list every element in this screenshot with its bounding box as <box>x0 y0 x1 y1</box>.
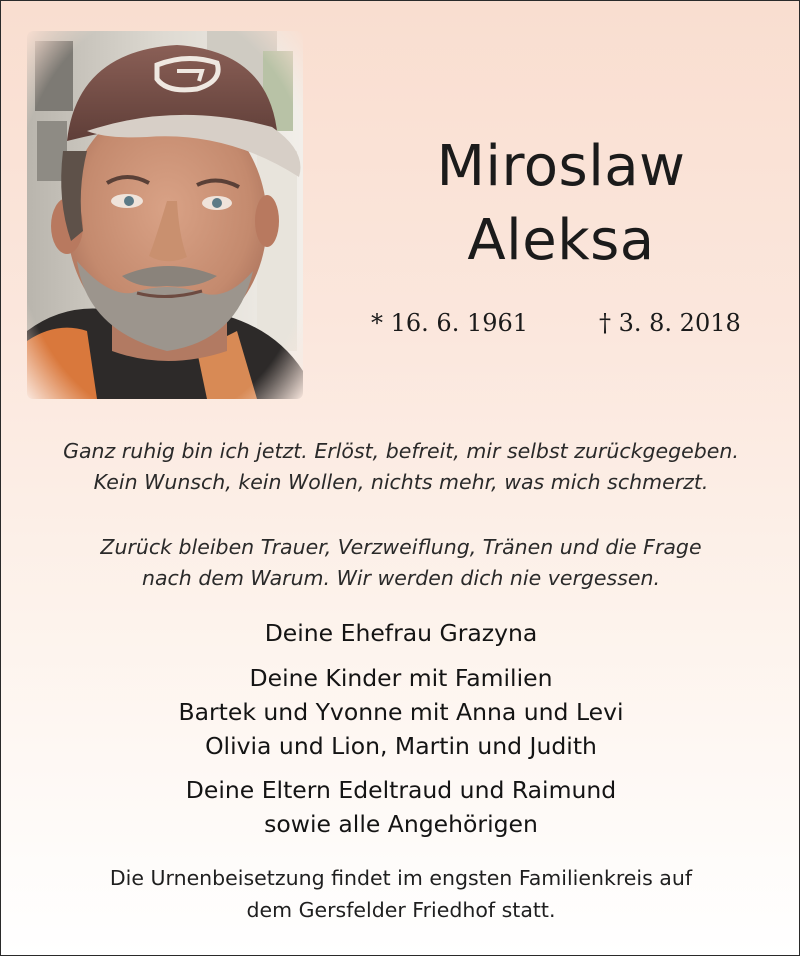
mourner-line: Olivia und Lion, Martin und Judith <box>205 732 597 760</box>
death-date: † 3. 8. 2018 <box>599 309 741 337</box>
mourner-spouse <box>1 616 800 650</box>
poem-line: Ganz ruhig bin ich jetzt. Erlöst, befreit, mir selbst zurückgegeben. <box>63 439 739 463</box>
mourner-line: Bartek und Yvonne mit Anna und Levi <box>178 698 624 726</box>
note-line: dem Gersfelder Friedhof statt. <box>246 898 556 922</box>
mourner-line: sowie alle Angehörigen <box>264 810 538 838</box>
first-name: Miroslaw <box>436 134 686 199</box>
poem-line: Zurück bleiben Trauer, Verzweiflung, Tränen und die Frage <box>100 535 702 559</box>
poem-line: Kein Wunsch, kein Wollen, nichts mehr, was mich schmerzt. <box>93 470 709 494</box>
poem-stanza-1 <box>1 436 800 498</box>
mourner-line: Deine Kinder mit Familien <box>249 664 553 692</box>
note-line: Die Urnenbeisetzung findet im engsten Familienkreis auf <box>109 866 693 890</box>
poem-stanza-2 <box>1 532 800 594</box>
portrait-photo <box>27 31 303 399</box>
burial-note <box>1 862 800 926</box>
mourner-children <box>1 661 800 763</box>
mourner-parents <box>1 773 800 841</box>
mourner-line: Deine Eltern Edeltraud und Raimund <box>185 776 617 804</box>
birth-date: * 16. 6. 1961 <box>371 309 529 337</box>
poem-line: nach dem Warum. Wir werden dich nie vergessen. <box>141 566 660 590</box>
last-name: Aleksa <box>467 208 655 273</box>
mourner-line: Deine Ehefrau Grazyna <box>264 619 538 647</box>
